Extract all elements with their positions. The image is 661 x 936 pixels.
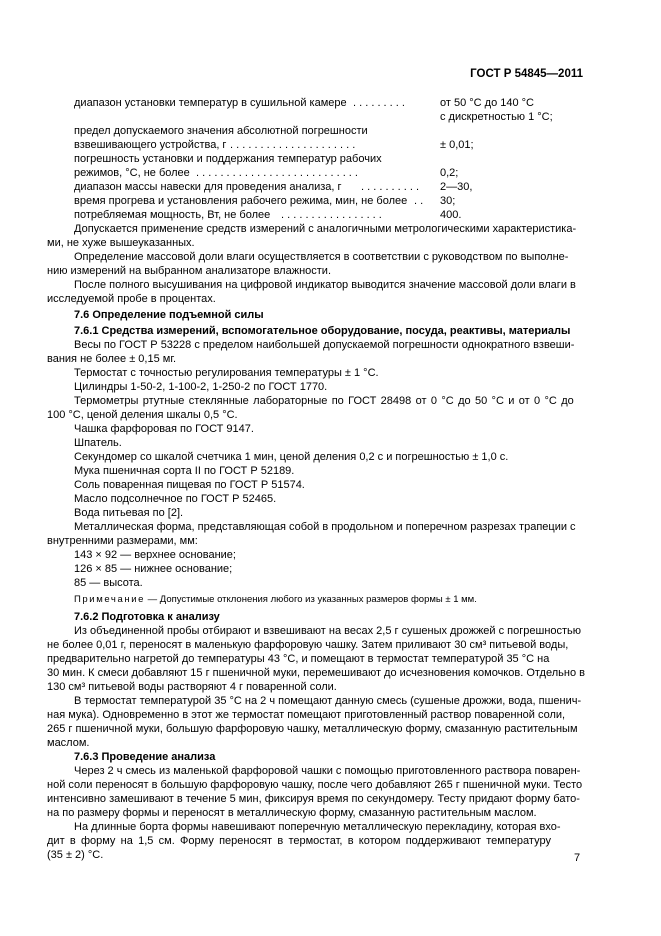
page-number: 7 [574, 852, 581, 864]
spec-value: 30; [440, 195, 456, 207]
paragraph-line: на по размеру формы и переносят в металлическую форму, смазанную растительным маслом. [47, 807, 537, 819]
spec-row [74, 166, 583, 180]
spec-dots: . . . . . . . . . [353, 97, 405, 109]
subsection-title: 7.6.3 Проведение анализа [74, 751, 216, 763]
spec-dots: . . . . . . . . . . . . . . . . . . . . . . . . . . . [196, 167, 358, 179]
spec-label: предел допускаемого значения абсолютной погрешности [74, 125, 368, 137]
paragraph-line: Шпатель. [74, 437, 122, 449]
paragraph-line: Допускается применение средств измерений с аналогичными метрологическими характеристика- [74, 223, 577, 235]
paragraph-line: вания не более ± 0,15 мг. [47, 353, 177, 365]
spec-value: от 50 °С до 140 °С [440, 97, 535, 109]
body-text [47, 222, 583, 862]
spec-row [74, 124, 583, 138]
paragraph-line: маслом. [47, 737, 90, 749]
paragraph-line: исследуемой пробе в процентах. [47, 293, 216, 305]
paragraph-line: ной соли переносят в большую фарфоровую чашку, после чего добавляют 265 г пшеничной муки. Тесто [47, 779, 583, 791]
paragraph-line: нию измерений на выбранном анализаторе влажности. [47, 265, 332, 277]
subsection-title: 7.6.1 Средства измерений, вспомогательное оборудование, посуда, реактивы, материалы [74, 325, 571, 337]
document-id-header: ГОСТ Р 54845—2011 [470, 68, 583, 80]
paragraph-line: Вода питьевая по [2]. [74, 507, 184, 519]
spec-row [74, 96, 583, 110]
subsection-title: 7.6.2 Подготовка к анализу [74, 611, 220, 623]
spec-label: диапазон массы навески для проведения анализа, г [74, 181, 342, 193]
spec-row [74, 138, 583, 152]
paragraph-line: Из объединенной пробы отбирают и взвешивают на весах 2,5 г сушеных дрожжей с погрешностью [74, 625, 582, 637]
paragraph-line: предварительно нагретой до температуры 43 °С, и помещают в термостат температурой 35 °С на [47, 653, 550, 665]
paragraph-line: В термостат температурой 35 °С на 2 ч помещают данную смесь (сушеные дрожжи, вода, пшенич- [74, 695, 582, 707]
spec-value: с дискретностью 1 °С; [440, 111, 553, 123]
spec-dots: . . [414, 195, 424, 207]
paragraph-line: Соль поваренная пищевая по ГОСТ Р 51574. [74, 479, 305, 491]
paragraph-line: Термостат с точностью регулирования температуры ± 1 °С. [74, 367, 379, 379]
spec-list [74, 96, 583, 222]
spec-row [74, 180, 583, 194]
paragraph-line: Металлическая форма, представляющая собой в продольном и поперечном разрезах трапеции с [74, 521, 576, 533]
spec-value: 0,2; [440, 167, 459, 179]
paragraph-line: 100 °С, ценой деления шкалы 0,5 °С. [47, 409, 238, 421]
spec-label: диапазон установки температур в сушильной камере [74, 97, 347, 109]
paragraph-line: Цилиндры 1-50-2, 1-100-2, 1-250-2 по ГОСТ 1770. [74, 381, 328, 393]
paragraph-line: Секундомер со шкалой счетчика 1 мин, ценой деления 0,2 с и погрешностью ± 1,0 с. [74, 451, 509, 463]
paragraph-line: не более 0,01 г, переносят в маленькую фарфоровую чашку. Затем приливают 30 см³ питьевой воды, [47, 639, 569, 651]
paragraph-line: Весы по ГОСТ Р 53228 с пределом наибольшей допускаемой погрешности однократного взвеши- [74, 339, 575, 351]
spec-row [74, 208, 583, 222]
paragraph-line: После полного высушивания на цифровой индикатор выводится значение массовой доли влаги в [74, 279, 576, 291]
paragraph-line: Чашка фарфоровая по ГОСТ 9147. [74, 423, 254, 435]
spec-label: погрешность установки и поддержания температур рабочих [74, 153, 382, 165]
paragraph-line: 265 г пшеничной муки, большую фарфоровую чашку, металлическую форму, смазанную растительным [47, 723, 578, 735]
spec-value: ± 0,01; [440, 139, 474, 151]
paragraph-line: Определение массовой доли влаги осуществляется в соответствии с руководством по выполне- [74, 251, 569, 263]
spec-value: 2—30, [440, 181, 473, 193]
paragraph-line: дит в форму на 1,5 см. Форму переносят в термостат, в котором поддерживают температуру [47, 835, 551, 847]
paragraph-line: внутренними размерами, мм: [47, 535, 198, 547]
paragraph-line: На длинные борта формы навешивают поперечную металлическую перекладину, которая вхо- [74, 821, 561, 833]
note-label: Примечание [74, 594, 145, 605]
spec-label: время прогрева и установления рабочего режима, мин, не более [74, 195, 408, 207]
paragraph-line: 30 мин. К смеси добавляют 15 г пшеничной муки, перемешивают до исчезновения комочков. Отдельно в [47, 667, 585, 679]
note-text: — Допустимые отклонения любого из указанных размеров формы ± 1 мм. [147, 594, 477, 605]
section-title: 7.6 Определение подъемной силы [74, 309, 264, 321]
spec-dots: . . . . . . . . . . [361, 181, 420, 193]
paragraph-line: Мука пшеничная сорта II по ГОСТ Р 52189. [74, 465, 295, 477]
paragraph-line: ная мука). Одновременно в этот же термостат помещают приготовленный раствор поваренной соли, [47, 709, 566, 721]
dimension-item: 143 × 92 — верхнее основание; [74, 549, 236, 561]
paragraph-line: ми, не хуже вышеуказанных. [47, 237, 195, 249]
page-content [74, 96, 583, 222]
paragraph-line: Масло подсолнечное по ГОСТ Р 52465. [74, 493, 277, 505]
spec-dots: . . . . . . . . . . . . . . . . . . . . . [230, 139, 356, 151]
paragraph-line: 130 см³ питьевой воды растворяют 4 г поваренной соли. [47, 681, 337, 693]
spec-dots: . . . . . . . . . . . . . . . . . [281, 209, 382, 221]
spec-value: 400. [440, 209, 462, 221]
dimension-item: 85 — высота. [74, 577, 143, 589]
paragraph-line: (35 ± 2) °С. [47, 849, 104, 861]
dimension-item: 126 × 85 — нижнее основание; [74, 563, 233, 575]
spec-row [74, 110, 583, 124]
spec-row [74, 194, 583, 208]
paragraph-line: Термометры ртутные стеклянные лабораторные по ГОСТ 28498 от 0 °С до 50 °С и от 0 °С до [74, 395, 574, 407]
paragraph-line: интенсивно замешивают в течение 5 мин, фиксируя время по секундомеру. Тесту придают форму бато- [47, 793, 580, 805]
spec-row [74, 152, 583, 166]
spec-label: потребляемая мощность, Вт, не более [74, 209, 271, 221]
spec-label: взвешивающего устройства, г [74, 139, 227, 151]
spec-label: режимов, °С, не более [74, 167, 190, 179]
note [47, 593, 583, 607]
paragraph-line: Через 2 ч смесь из маленькой фарфоровой чашки с помощью приготовленного раствора поварен- [74, 765, 581, 777]
